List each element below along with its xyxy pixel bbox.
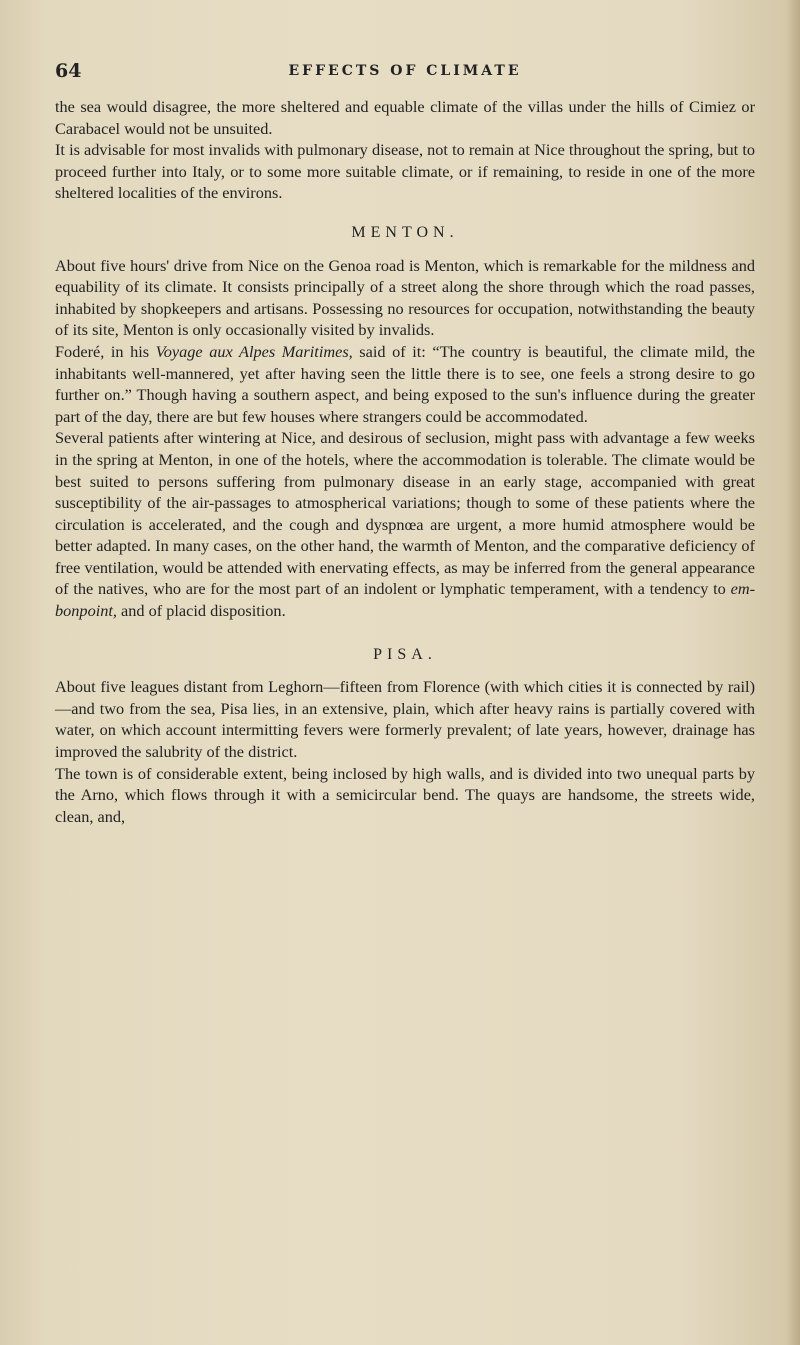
paragraph-menton-intro: About five hours' drive from Nice on the Genoa road is Menton, which is remarkable for the mildness and equability of its climate. It consists principally of a street along the shore through which the road passes, inhabited by shopkeepers and artisans. Possessing no resources for occupation, notwithstanding the beauty of its site, Menton is only occasionally visited by invalids. <box>55 255 755 340</box>
paragraph-patients-end: and of placid disposition. <box>116 601 286 621</box>
book-title-italic: Voyage aux Alpes Maritimes, <box>155 341 353 361</box>
paragraph-pisa-intro: About five leagues distant from Leghorn—fifteen from Florence (with which cities it is connected by rail)—and two from the sea, Pisa lies, in an extensive, plain, which after heavy rains is partially covered with water, on which account intermitting fevers were formerly prevalent; of late years, however, drainage has improved the salubrity of the district. <box>55 677 755 762</box>
paragraph-pisa-town: The town is of considerable extent, being inclosed by high walls, and is divided into two unequal parts by the Arno, which flows through it with a semicircular bend. The quays are handsome, the streets wide, clean, and, <box>55 763 755 826</box>
paragraph-patients <box>55 427 755 621</box>
running-head: EFFECTS OF CLIMATE <box>288 63 522 79</box>
paragraph-continuation: the sea would disagree, the more sheltered and equable climate of the villas under the hills of Cimiez or Carabacel would not be unsuited. <box>55 97 755 138</box>
body-text <box>55 96 755 827</box>
paragraph-fodere-start: Foderé, in his <box>55 341 156 361</box>
section-title-menton: MENTON. <box>351 223 459 241</box>
page-number: 64 <box>55 60 82 82</box>
page-header <box>55 60 755 90</box>
paragraph-patients-start: Several patients after wintering at Nice, and desirous of seclusion, might pass with advantage a few weeks in the spring at Menton, in one of the hotels, where the accommodation is tolerable. The climate would be best suited to persons suffering from pulmonary disease in an early stage, accompanied with great susceptibility of the air-passages to atmospherical variations; though to some of these patients where the circulation is accelerated, and the cough and dyspnœa are urgent, a more humid atmosphere would be better adapted. In many cases, on the other hand, the warmth of Menton, and the comparative deficiency of free ventilation, would be attended with enervating effects, as may be inferred from the general appearance of the natives, who are for the most part of an indolent or lymphatic temperament, with a tendency to <box>55 428 755 599</box>
page-edge-shadow <box>786 0 800 1345</box>
paragraph-fodere-rest: said of it: “The country is beautiful, the climate mild, the inhabitants well-mannered, yet after having seen the little there is to see, one feels a strong desire to go further on.” Though having a southern aspect, and being exposed to the sun's influence during the greater part of the day, there are but few houses where strangers could be accommodated. <box>55 341 755 426</box>
paragraph-fodere <box>55 341 755 427</box>
embonpoint-italic: em-bonpoint, <box>55 579 755 621</box>
section-title-pisa: PISA. <box>373 645 437 663</box>
paragraph-nice-advice: It is advisable for most invalids with pulmonary disease, not to remain at Nice throughout the spring, but to proceed further into Italy, or to some more suitable climate, or if remaining, to reside in one of the more sheltered localities of the environs. <box>55 140 755 203</box>
